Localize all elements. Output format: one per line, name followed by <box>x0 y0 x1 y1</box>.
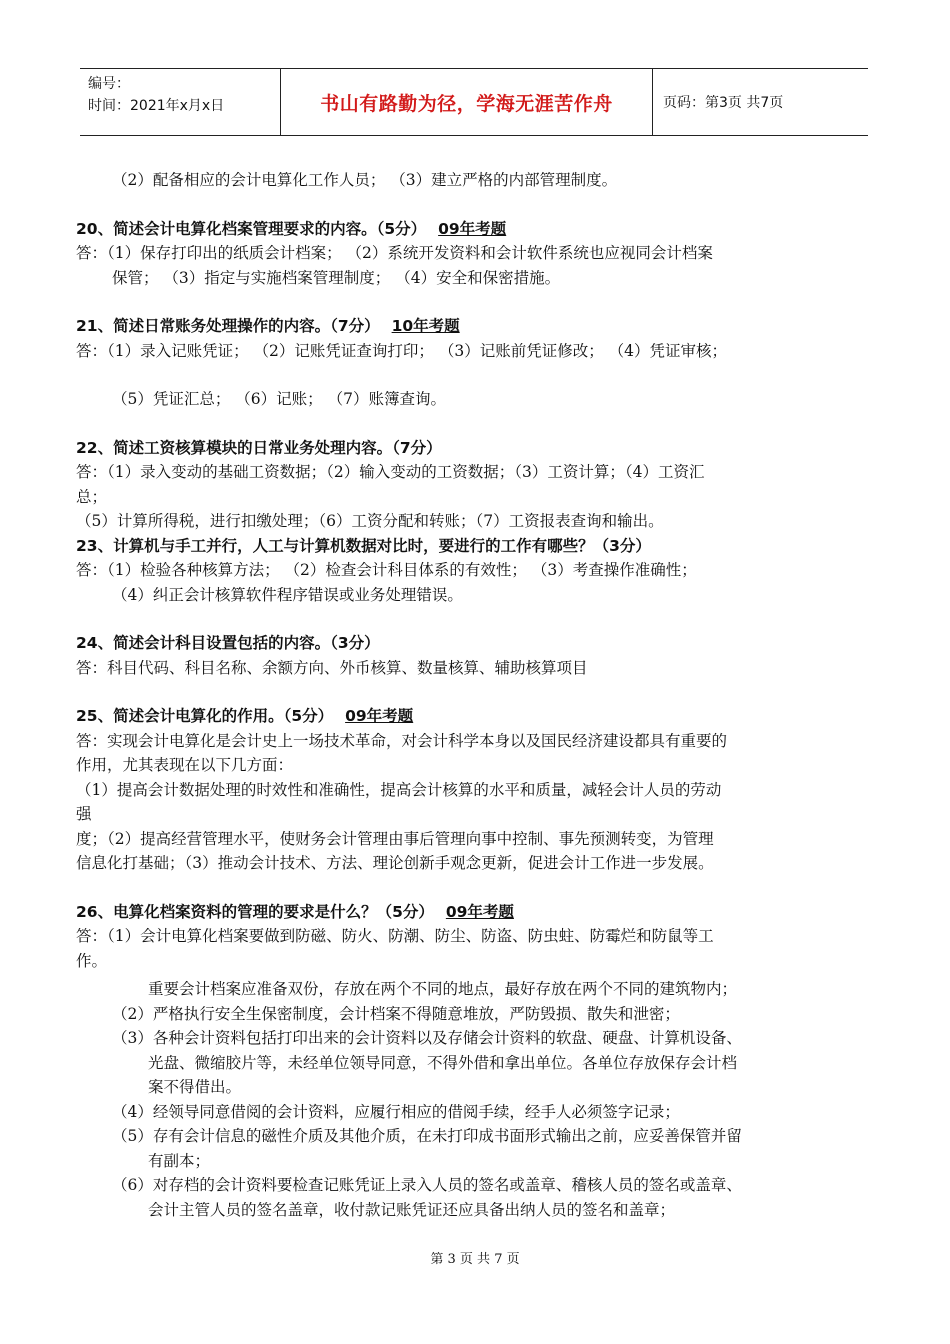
answer-line: 答：（1）录入记账凭证； （2）记账凭证查询打印； （3）记账前凭证修改； （4）凭证审核； <box>76 341 727 360</box>
question-25 <box>76 704 888 729</box>
question-26 <box>76 900 888 925</box>
answer-line: （4）经领导同意借阅的会计资料，应履行相应的借阅手续，经手人必须签字记录； <box>112 1102 680 1121</box>
question-24: 24、简述会计科目设置包括的内容。（3分） <box>76 634 380 652</box>
exam-year-tag: 10年考题 <box>391 317 460 335</box>
answer-line: 答：（1）检验各种核算方法； （2）检查会计科目体系的有效性； （3）考查操作准确性； <box>76 561 697 579</box>
answer-line: 强 <box>76 805 92 823</box>
answer-line: 答：实现会计电算化是会计史上一场技术革命，对会计科学本身以及国民经济建设都具有重要的 <box>76 731 728 750</box>
header-meta <box>80 69 280 135</box>
question-23: 23、计算机与手工并行，人工与计算机数据对比时，要进行的工作有哪些？（3分） <box>76 536 651 555</box>
answer-line: （6）对存档的会计资料要检查记账凭证上录入人员的签名或盖章、稽核人员的签名或盖章、 <box>112 1176 742 1194</box>
exam-year-tag: 09年考题 <box>438 219 507 238</box>
answer-line: （2）严格执行安全生保密制度，会计档案不得随意堆放，严防毁损、散失和泄密； <box>112 1004 680 1023</box>
answer-line: 保管； （3）指定与实施档案管理制度； （4）安全和保密措施。 <box>112 268 561 287</box>
answer-line: 作。 <box>76 951 108 970</box>
answer-line: 有副本； <box>148 1151 211 1170</box>
text-line: （2）配备相应的会计电算化工作人员； （3）建立严格的内部管理制度。 <box>112 171 618 189</box>
answer-line: 会计主管人员的签名盖章，收付款记账凭证还应具备出纳人员的签名和盖章； <box>148 1200 676 1219</box>
answer-line: 重要会计档案应准备双份，存放在两个不同的地点，最好存放在两个不同的建筑物内； <box>148 980 738 998</box>
exam-year-tag: 09年考题 <box>445 902 514 921</box>
answer-line: （5）凭证汇总； （6）记账； （7）账簿查询。 <box>112 390 446 408</box>
answer-line: 答：（1）录入变动的基础工资数据；（2）输入变动的工资数据；（3）工资计算；（4）工资汇 <box>76 463 705 481</box>
header-page-number: 页码：第3页 共7页 <box>663 95 784 111</box>
exam-year-tag: 09年考题 <box>345 707 414 725</box>
header-number: 编号： <box>88 76 130 92</box>
answer-line: 案不得借出。 <box>148 1078 242 1096</box>
question-20 <box>76 217 888 242</box>
question-text: 26、电算化档案资料的管理的要求是什么？（5分） <box>76 902 434 921</box>
answer-line: （4）纠正会计核算软件程序错误或业务处理错误。 <box>112 585 463 604</box>
question-text: 21、简述日常账务处理操作的内容。（7分） <box>76 317 380 335</box>
header-time: 时间：2021年x月x日 <box>88 98 225 114</box>
answer-line: 度；（2）提高经营管理水平，使财务会计管理由事后管理向事中控制、事先预测转变，为管理 <box>76 829 714 848</box>
answer-line: 答：科目代码、科目名称、余额方向、外币核算、数量核算、辅助核算项目 <box>76 658 588 677</box>
answer-line: 总； <box>76 487 108 506</box>
question-text: 20、简述会计电算化档案管理要求的内容。（5分） <box>76 219 427 238</box>
answer-line: 答：（1）保存打印出的纸质会计档案； （2）系统开发资料和会计软件系统也应视同会计档案 <box>76 244 713 262</box>
answer-line: 作用，尤其表现在以下几方面： <box>76 756 294 774</box>
answer-line: （3）各种会计资料包括打印出来的会计资料以及存储会计资料的软盘、硬盘、计算机设备、 <box>112 1029 742 1047</box>
page-header <box>80 68 868 136</box>
question-text: 25、简述会计电算化的作用。（5分） <box>76 707 334 725</box>
answer-line: （1）提高会计数据处理的时效性和准确性，提高会计核算的水平和质量，减轻会计人员的劳动 <box>76 780 722 799</box>
answer-line: （5）存有会计信息的磁性介质及其他介质，在未打印成书面形式输出之前，应妥善保管并留 <box>112 1127 742 1145</box>
answer-line: （5）计算所得税，进行扣缴处理；（6）工资分配和转账；（7）工资报表查询和输出。 <box>76 512 664 530</box>
page-footer: 第 3 页 共 7 页 <box>430 1252 520 1267</box>
answer-line: 信息化打基础；（3）推动会计技术、方法、理论创新手观念更新，促进会计工作进一步发展。 <box>76 854 714 872</box>
answer-line: 答：（1）会计电算化档案要做到防磁、防火、防潮、防尘、防盗、防虫蛀、防霉烂和防鼠等工 <box>76 927 714 945</box>
question-22: 22、简述工资核算模块的日常业务处理内容。（7分） <box>76 438 442 457</box>
question-21 <box>76 314 888 339</box>
document-body <box>76 168 888 1222</box>
header-motto: 书山有路勤为径，学海无涯苦作舟 <box>280 69 653 135</box>
answer-line: 光盘、微缩胶片等，未经单位领导同意，不得外借和拿出单位。各单位存放保存会计档 <box>148 1053 738 1072</box>
